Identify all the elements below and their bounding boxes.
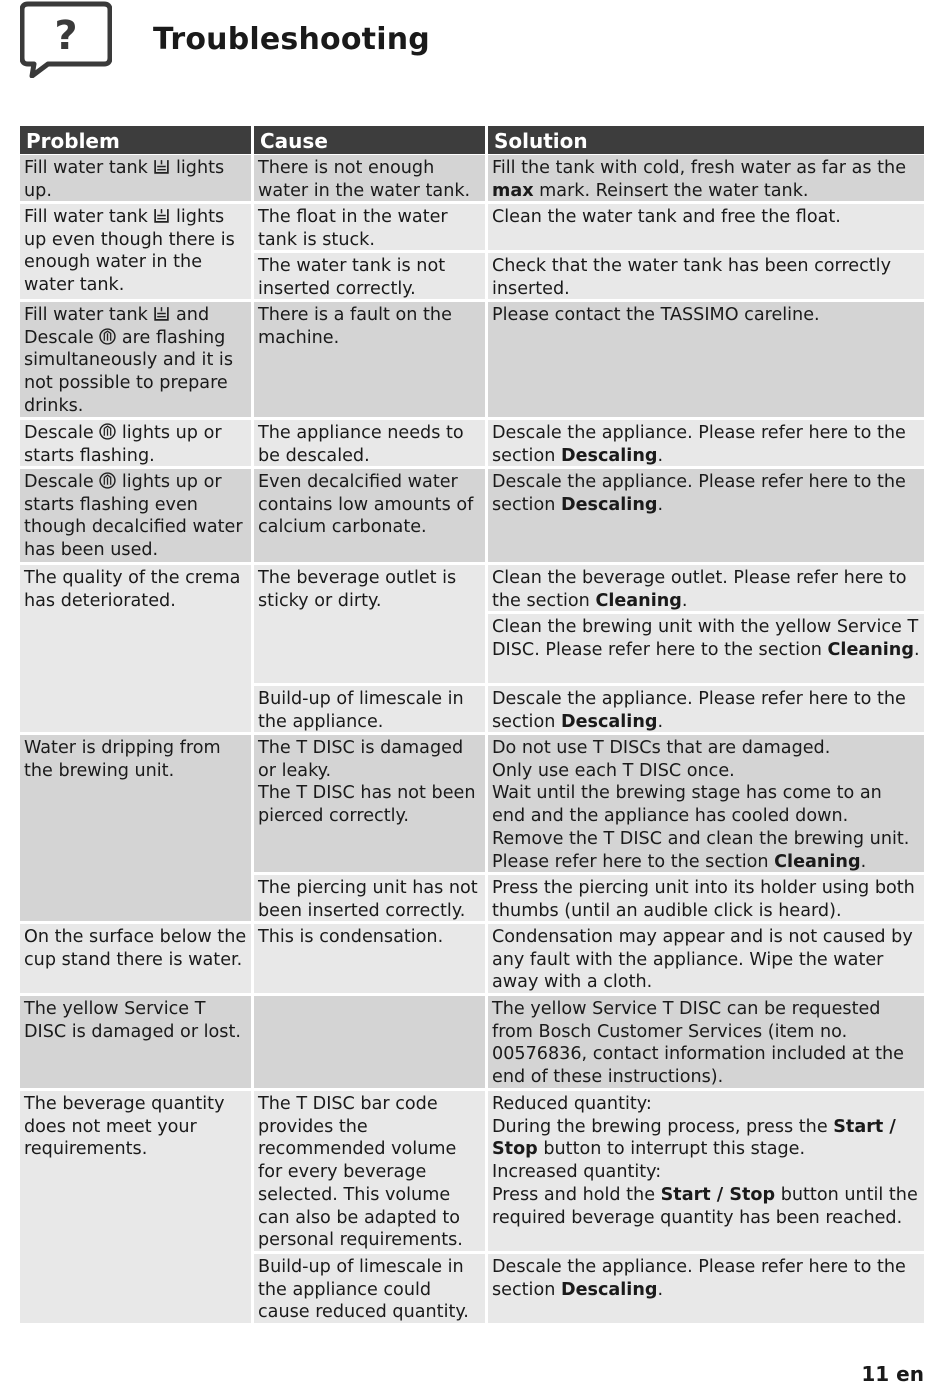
header-cause: Cause <box>254 126 488 155</box>
page-number: 11 en <box>861 1362 924 1386</box>
solution-cell: Reduced quantity: During the brewing process, press the Start / Stop button to interrupt this stage. Increased quantity: Press and hold the Start / Stop button until the required beverage quantity has been reached. <box>488 1091 924 1254</box>
cause-cell: The float in the water tank is stuck. <box>254 204 488 253</box>
question-speech-bubble-icon <box>20 0 112 78</box>
table-row <box>20 996 924 1091</box>
cause-cell <box>254 996 488 1091</box>
solution-cell: Check that the water tank has been correctly inserted. <box>488 253 924 302</box>
cause-cell: Build-up of limescale in the appliance could cause reduced quantity. <box>254 1254 488 1326</box>
cause-cell: The beverage outlet is sticky or dirty. <box>254 565 488 686</box>
solution-cell: Please contact the TASSIMO careline. <box>488 302 924 420</box>
cause-cell: The T DISC is damaged or leaky. The T DISC has not been pierced correctly. <box>254 735 488 875</box>
problem-cell: Descale lights up or starts flashing even though decalcified water has been used. <box>20 469 254 565</box>
problem-cell: The yellow Service T DISC is damaged or lost. <box>20 996 254 1091</box>
water-tank-icon <box>153 305 170 322</box>
page-title: Troubleshooting <box>153 22 430 57</box>
problem-cell: Descale lights up or starts flashing. <box>20 420 254 469</box>
table-row <box>20 1091 924 1326</box>
table-row <box>20 924 924 996</box>
solution-cell: Do not use T DISCs that are damaged. Only use each T DISC once. Wait until the brewing stage has come to an end and the appliance has cooled down. Remove the T DISC and clean the brewing unit. Please refer here to the section Cleaning. <box>488 735 924 875</box>
descale-icon <box>99 328 116 345</box>
problem-cell: Fill water tank lights up. <box>20 155 254 204</box>
solution-cell: Fill the tank with cold, fresh water as far as the max mark. Reinsert the water tank. <box>488 155 924 204</box>
solution-cell: Press the piercing unit into its holder using both thumbs (until an audible click is heard). <box>488 875 924 924</box>
cause-cell: Build-up of limescale in the appliance. <box>254 686 488 735</box>
header-solution: Solution <box>488 126 924 155</box>
table-row <box>20 302 924 420</box>
cause-cell: There is a fault on the machine. <box>254 302 488 420</box>
water-tank-icon <box>153 158 170 175</box>
table-header-row <box>20 126 924 155</box>
descale-icon <box>99 423 116 440</box>
problem-cell: On the surface below the cup stand there is water. <box>20 924 254 996</box>
svg-text:?: ? <box>54 13 78 59</box>
problem-cell: The quality of the crema has deteriorated. <box>20 565 254 735</box>
solution-cell: Clean the beverage outlet. Please refer here to the section Cleaning. <box>488 565 924 614</box>
table-row <box>20 155 924 204</box>
problem-cell: The beverage quantity does not meet your requirements. <box>20 1091 254 1326</box>
cause-cell: This is condensation. <box>254 924 488 996</box>
table-row <box>20 204 924 302</box>
cause-cell: There is not enough water in the water tank. <box>254 155 488 204</box>
solution-cell: Descale the appliance. Please refer here to the section Descaling. <box>488 469 924 565</box>
solution-cell: Clean the brewing unit with the yellow Service T DISC. Please refer here to the section Cleaning. <box>488 614 924 686</box>
problem-cell: Fill water tank lights up even though there is enough water in the water tank. <box>20 204 254 302</box>
solution-cell: Clean the water tank and free the float. <box>488 204 924 253</box>
solution-cell: Condensation may appear and is not caused by any fault with the appliance. Wipe the water away with a cloth. <box>488 924 924 996</box>
cause-cell: The water tank is not inserted correctly. <box>254 253 488 302</box>
solution-cell: Descale the appliance. Please refer here to the section Descaling. <box>488 1254 924 1326</box>
problem-cell: Water is dripping from the brewing unit. <box>20 735 254 924</box>
cause-cell: The appliance needs to be descaled. <box>254 420 488 469</box>
table-row <box>20 735 924 924</box>
table-row <box>20 420 924 469</box>
solution-cell: The yellow Service T DISC can be requested from Bosch Customer Services (item no. 00576836, contact information included at the end of these instructions). <box>488 996 924 1091</box>
solution-cell: Descale the appliance. Please refer here to the section Descaling. <box>488 420 924 469</box>
table-row <box>20 469 924 565</box>
water-tank-icon <box>153 207 170 224</box>
descale-icon <box>99 472 116 489</box>
problem-cell: Fill water tank and Descale are flashing simultaneously and it is not possible to prepare drinks. <box>20 302 254 420</box>
cause-cell: Even decalcified water contains low amounts of calcium carbonate. <box>254 469 488 565</box>
cause-cell: The T DISC bar code provides the recommended volume for every beverage selected. This volume can also be adapted to personal requirements. <box>254 1091 488 1254</box>
header-problem: Problem <box>20 126 254 155</box>
cause-cell: The piercing unit has not been inserted correctly. <box>254 875 488 924</box>
table-row <box>20 565 924 735</box>
solution-cell: Descale the appliance. Please refer here to the section Descaling. <box>488 686 924 735</box>
troubleshooting-table <box>20 126 924 1326</box>
